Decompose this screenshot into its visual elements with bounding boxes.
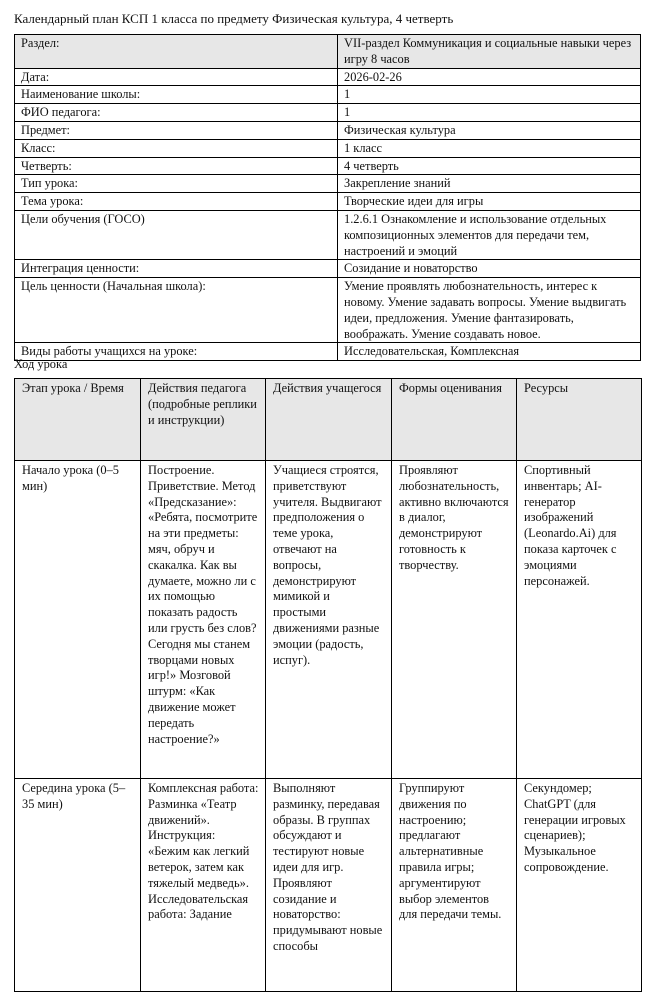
info-label: Цели обучения (ГОСО): [15, 210, 338, 259]
info-value: VII-раздел Коммуникация и социальные навыки через игру 8 часов: [338, 35, 641, 69]
info-row: [15, 121, 641, 139]
lesson-plan-table: [14, 378, 642, 992]
info-row: [15, 260, 641, 278]
info-value: 1: [338, 86, 641, 104]
assessment-cell: [392, 779, 517, 992]
info-value: 4 четверть: [338, 157, 641, 175]
stage-cell: Начало урока (0–5 мин): [15, 461, 141, 779]
info-label: Тип урока:: [15, 175, 338, 193]
info-value: 1.2.6.1 Ознакомление и использование отдельных композиционных элементов для передачи тем, настроений и эмоций: [338, 210, 641, 259]
info-value: Созидание и новаторство: [338, 260, 641, 278]
info-label: Класс:: [15, 139, 338, 157]
info-label: Интеграция ценности:: [15, 260, 338, 278]
lesson-row: [15, 779, 642, 992]
info-label: Цель ценности (Начальная школа):: [15, 278, 338, 343]
cell-text: Выполняют разминку, передавая образы. В группах обсуждают и тестируют новые идеи для игр. Проявляют созидание и новаторство: придумывают новые способы: [273, 781, 383, 953]
info-row: [15, 35, 641, 69]
info-row: [15, 343, 641, 361]
column-header: Формы оценивания: [392, 379, 517, 461]
info-value: 2026-02-26: [338, 68, 641, 86]
info-value: 1: [338, 104, 641, 122]
column-header: Этап урока / Время: [15, 379, 141, 461]
info-row: [15, 104, 641, 122]
info-label: Раздел:: [15, 35, 338, 69]
section-title: Ход урока: [14, 357, 68, 371]
info-row: [15, 175, 641, 193]
info-label: Наименование школы:: [15, 86, 338, 104]
column-header: Действия педагога (подробные реплики и инструкции): [141, 379, 266, 461]
info-label: Четверть:: [15, 157, 338, 175]
lesson-row: [15, 461, 642, 779]
student-actions-cell: [266, 779, 392, 992]
cell-text: Середина урока (5–35 мин): [22, 781, 126, 811]
info-row: [15, 278, 641, 343]
cell-text: Группируют движения по настроению; предлагают альтернативные правила игры; аргументируют выбор элементов для передачи темы.: [399, 781, 502, 922]
teacher-actions-cell: [141, 779, 266, 992]
info-value: 1 класс: [338, 139, 641, 157]
cell-text: Секундомер; ChatGPT (для генерации игровых сценариев); Музыкальное сопровождение.: [524, 781, 626, 874]
info-label: Предмет:: [15, 121, 338, 139]
resources-cell: [517, 779, 642, 992]
info-value: Закрепление знаний: [338, 175, 641, 193]
info-row: [15, 68, 641, 86]
info-row: [15, 139, 641, 157]
info-row: [15, 86, 641, 104]
student-actions-cell: Учащиеся строятся, приветствуют учителя. Выдвигают предположения о теме урока, отвечают на вопросы, демонстрируют мимикой и простыми движениями разные эмоции (радость, испуг).: [266, 461, 392, 779]
assessment-cell: Проявляют любознательность, активно включаются в диалог, демонстрируют готовность к творчеству.: [392, 461, 517, 779]
info-label: Дата:: [15, 68, 338, 86]
column-header: Действия учащегося: [266, 379, 392, 461]
stage-cell: [15, 779, 141, 992]
column-header: Ресурсы: [517, 379, 642, 461]
info-row: [15, 193, 641, 211]
teacher-actions-cell: Построение. Приветствие. Метод «Предсказание»: «Ребята, посмотрите на эти предметы: мяч, обруч и скакалка. Как вы думаете, можно ли с их помощью показать радость или грусть без слов? Сегодня мы станем творцами новых игр!» Мозговой штурм: «Как движение может передать настроение?»: [141, 461, 266, 779]
info-value: Творческие идеи для игры: [338, 193, 641, 211]
resources-cell: Спортивный инвентарь; AI-генератор изображений (Leonardo.Ai) для показа карточек с эмоциями персонажей.: [517, 461, 642, 779]
lesson-info-table: [14, 34, 641, 361]
info-row: [15, 210, 641, 259]
info-label: Виды работы учащихся на уроке:: [15, 343, 338, 361]
info-label: Тема урока:: [15, 193, 338, 211]
document-title: Календарный план КСП 1 класса по предмету Физическая культура, 4 четверть: [14, 11, 454, 26]
info-label: ФИО педагога:: [15, 104, 338, 122]
cell-text: Комплексная работа: Разминка «Театр движений». Инструкция: «Бежим как легкий ветерок, затем как тяжелый медведь». Исследовательская работа: Задание: [148, 781, 259, 922]
info-value: Умение проявлять любознательность, интерес к новому. Умение задавать вопросы. Умение выдвигать идеи, предложения. Умение фантазировать, воображать. Умение создавать новое.: [338, 278, 641, 343]
lesson-header-row: [15, 379, 642, 461]
info-value: Физическая культура: [338, 121, 641, 139]
info-value: Исследовательская, Комплексная: [338, 343, 641, 361]
info-row: [15, 157, 641, 175]
